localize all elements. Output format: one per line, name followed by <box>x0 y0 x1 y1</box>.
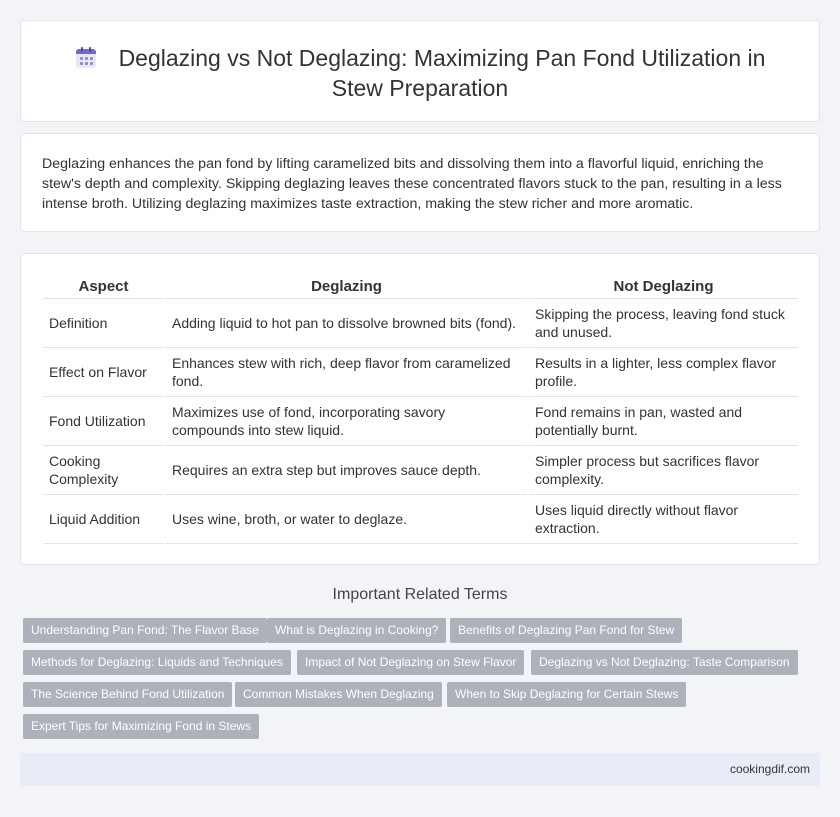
header-aspect: Aspect <box>78 278 129 296</box>
table-cell: Effect on Flavor <box>43 347 165 396</box>
table-row <box>43 494 798 543</box>
comparison-card <box>20 253 820 565</box>
table-cell: Uses wine, broth, or water to deglaze. <box>165 494 528 543</box>
related-term-tag[interactable]: Understanding Pan Fond: The Flavor Base <box>23 618 267 643</box>
table-row <box>43 298 798 347</box>
table-cell: Cooking Complexity <box>43 445 165 494</box>
related-term-tag[interactable]: When to Skip Deglazing for Certain Stews <box>447 682 686 707</box>
related-term-tag[interactable]: Expert Tips for Maximizing Fond in Stews <box>23 714 259 739</box>
table-cell: Fond remains in pan, wasted and potentially burnt. <box>528 396 798 445</box>
header-not-deglazing: Not Deglazing <box>528 276 798 298</box>
related-term-tag[interactable]: Deglazing vs Not Deglazing: Taste Comparison <box>531 650 798 675</box>
header-card <box>20 20 820 122</box>
header-deglazing: Deglazing <box>165 276 528 298</box>
footer-site: cookingdif.com <box>729 762 810 776</box>
footer <box>20 753 820 786</box>
intro-card <box>20 133 820 232</box>
related-terms-title: Important Related Terms <box>332 586 508 603</box>
comparison-table <box>43 276 798 544</box>
table-row <box>43 396 798 445</box>
table-cell: Maximizes use of fond, incorporating savory compounds into stew liquid. <box>165 396 528 445</box>
page-title: Deglazing vs Not Deglazing: Maximizing Pan Fond Utilization in Stew Preparation <box>118 45 766 101</box>
related-term-tag[interactable]: Methods for Deglazing: Liquids and Techniques <box>23 650 291 675</box>
table-cell: Fond Utilization <box>43 396 165 445</box>
table-header-row <box>43 276 798 298</box>
table-cell: Definition <box>43 298 165 347</box>
table-cell: Simpler process but sacrifices flavor complexity. <box>528 445 798 494</box>
related-term-tag[interactable]: What is Deglazing in Cooking? <box>267 618 446 643</box>
related-term-tag[interactable]: The Science Behind Fond Utilization <box>23 682 232 707</box>
table-cell: Liquid Addition <box>43 494 165 543</box>
table-row <box>43 347 798 396</box>
table-cell: Results in a lighter, less complex flavor profile. <box>528 347 798 396</box>
related-term-tag[interactable]: Benefits of Deglazing Pan Fond for Stew <box>450 618 682 643</box>
page-title-wrap <box>51 43 789 103</box>
table-cell: Enhances stew with rich, deep flavor from caramelized fond. <box>165 347 528 396</box>
related-term-tag[interactable]: Common Mistakes When Deglazing <box>235 682 442 707</box>
related-term-tag[interactable]: Impact of Not Deglazing on Stew Flavor <box>297 650 524 675</box>
calendar-icon <box>75 47 97 69</box>
table-cell: Uses liquid directly without flavor extraction. <box>528 494 798 543</box>
table-row <box>43 445 798 494</box>
table-cell: Adding liquid to hot pan to dissolve browned bits (fond). <box>165 298 528 347</box>
table-cell: Requires an extra step but improves sauce depth. <box>165 445 528 494</box>
table-cell: Skipping the process, leaving fond stuck and unused. <box>528 298 798 347</box>
intro-text: Deglazing enhances the pan fond by lifting caramelized bits and dissolving them into a flavorful liquid, enriching the stew's depth and complexity. Skipping deglazing leaves these concentrated flavors stuck to the pan, resulting in a less intense broth. Utilizing deglazing maximizes taste extraction, making the stew richer and more aromatic. <box>42 156 782 212</box>
